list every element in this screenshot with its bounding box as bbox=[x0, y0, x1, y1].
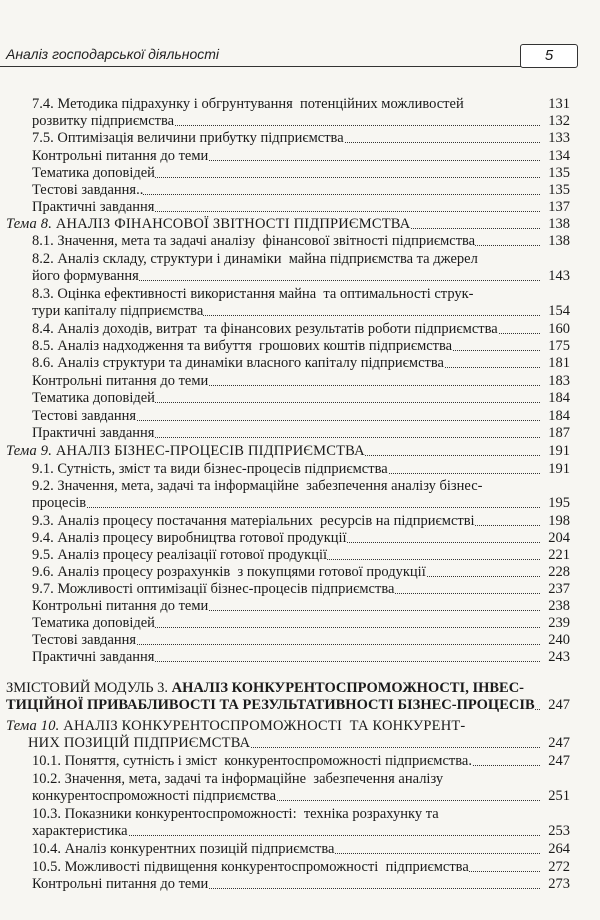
entry-title: 10.4. Аналіз конкурентних позицій підприємства bbox=[32, 841, 335, 857]
entry-title: АНАЛІЗ КОНКУРЕНТОСПРОМОЖНОСТІ, ІНВЕС- bbox=[168, 680, 525, 696]
entry-title: ТИЦІЙНОЇ ПРИВАБЛИВОСТІ ТА РЕЗУЛЬТАТИВНОСТІ БІЗНЕС-ПРОЦЕСІВ bbox=[6, 697, 535, 713]
header-rule bbox=[0, 66, 526, 67]
entry-title: 9.2. Значення, мета, задачі та інформаційне забезпечення аналізу бізнес- bbox=[32, 478, 483, 494]
page-number: 133 bbox=[548, 130, 570, 146]
page-number: 143 bbox=[548, 268, 570, 284]
page-number: 247 bbox=[548, 753, 570, 769]
page-number: 187 bbox=[548, 425, 570, 441]
entry-title: 8.4. Аналіз доходів, витрат та фінансових результатів роботи підприємства bbox=[32, 321, 498, 337]
entry-title: Контрольні питання до теми bbox=[32, 373, 209, 389]
page-number: 184 bbox=[548, 408, 570, 424]
entry-title: Тестові завдання.. bbox=[32, 182, 144, 198]
page-number: 251 bbox=[548, 788, 570, 804]
entry-title: 10.2. Значення, мета, задачі та інформаційне забезпечення аналізу bbox=[32, 771, 444, 787]
running-header bbox=[0, 44, 600, 68]
page-number: 132 bbox=[548, 113, 570, 129]
entry-title: 8.1. Значення, мета та задачі аналізу фінансової звітності підприємства bbox=[32, 233, 476, 249]
entry-title: характеристика bbox=[32, 823, 128, 839]
book-title: Аналіз господарської діяльності bbox=[6, 46, 220, 62]
entry-title: Тематика доповідей bbox=[32, 165, 155, 181]
entry-title: 10.3. Показники конкурентоспроможності: техніка розрахунку та bbox=[32, 806, 439, 822]
entry-title: АНАЛІЗ ФІНАНСОВОЇ ЗВІТНОСТІ ПІДПРИЄМСТВА bbox=[52, 216, 411, 232]
entry-title: АНАЛІЗ БІЗНЕС-ПРОЦЕСІВ ПІДПРИЄМСТВА bbox=[52, 443, 365, 459]
page-number: 228 bbox=[548, 564, 570, 580]
entry-title: розвитку підприємства bbox=[32, 113, 175, 129]
page-number: 181 bbox=[548, 355, 570, 371]
entry-title: 7.4. Методика підрахунку і обгрунтування потенційних можливостей bbox=[32, 96, 464, 112]
entry-title: конкурентоспроможності підприємства bbox=[32, 788, 277, 804]
entry-title: 9.6. Аналіз процесу розрахунків з покупцями готової продукції bbox=[32, 564, 426, 580]
entry-title: 9.7. Можливості оптимізації бізнес-процесів підприємства bbox=[32, 581, 395, 597]
dot-leader bbox=[32, 507, 540, 508]
entry-title: 9.3. Аналіз процесу постачання матеріальних ресурсів на підприємстві bbox=[32, 513, 475, 529]
page-number: 247 bbox=[548, 697, 570, 713]
entry-title: Практичні завдання bbox=[32, 649, 155, 665]
page-number: 198 bbox=[548, 513, 570, 529]
page-number: 184 bbox=[548, 390, 570, 406]
entry-title: 8.6. Аналіз структури та динаміки власного капіталу підприємства bbox=[32, 355, 444, 371]
entry-title: Тестові завдання bbox=[32, 632, 137, 648]
page-number: 191 bbox=[548, 443, 570, 459]
entry-title: Практичні завдання bbox=[32, 199, 155, 215]
page-number: 195 bbox=[548, 495, 570, 511]
page-number: 221 bbox=[548, 547, 570, 563]
page-number: 160 bbox=[548, 321, 570, 337]
page-number: 175 bbox=[548, 338, 570, 354]
theme-prefix: Тема 9. bbox=[6, 443, 53, 459]
entry-title: 8.5. Аналіз надходження та вибуття грошових коштів підприємства bbox=[32, 338, 453, 354]
entry-title: НИХ ПОЗИЦІЙ ПІДПРИЄМСТВА bbox=[28, 735, 251, 751]
page-number: 238 bbox=[548, 598, 570, 614]
entry-title: 8.3. Оцінка ефективності використання майна та оптимальності струк- bbox=[32, 286, 474, 302]
page-number: 247 bbox=[548, 735, 570, 751]
entry-title: Тематика доповідей bbox=[32, 615, 155, 631]
entry-title: 9.1. Сутність, зміст та види бізнес-процесів підприємства bbox=[32, 461, 388, 477]
page-number-box: 5 bbox=[520, 44, 578, 68]
page-number: 154 bbox=[548, 303, 570, 319]
page-number: 135 bbox=[548, 182, 570, 198]
page-number: 135 bbox=[548, 165, 570, 181]
theme-prefix: Тема 10. bbox=[6, 718, 60, 734]
entry-title: Контрольні питання до теми bbox=[32, 148, 209, 164]
page-number: 138 bbox=[548, 216, 570, 232]
entry-title: процесів bbox=[32, 495, 87, 511]
entry-title: АНАЛІЗ КОНКУРЕНТОСПРОМОЖНОСТІ ТА КОНКУРЕНТ- bbox=[59, 718, 466, 734]
entry-title: 9.4. Аналіз процесу виробництва готової продукції bbox=[32, 530, 347, 546]
page-number: 134 bbox=[548, 148, 570, 164]
page-number: 138 bbox=[548, 233, 570, 249]
page-number: 183 bbox=[548, 373, 570, 389]
page-number: 273 bbox=[548, 876, 570, 892]
module-prefix: ЗМІСТОВИЙ МОДУЛЬ 3. bbox=[6, 680, 169, 696]
page-number: 240 bbox=[548, 632, 570, 648]
entry-title: 7.5. Оптимізація величини прибутку підприємства bbox=[32, 130, 344, 146]
entry-title: його формування bbox=[32, 268, 139, 284]
page-number: 239 bbox=[548, 615, 570, 631]
page-number: 264 bbox=[548, 841, 570, 857]
entry-title: Практичні завдання bbox=[32, 425, 155, 441]
page-number: 243 bbox=[548, 649, 570, 665]
page-number: 131 bbox=[548, 96, 570, 112]
page-number: 272 bbox=[548, 859, 570, 875]
theme-prefix: Тема 8. bbox=[6, 216, 53, 232]
entry-title: тури капіталу підприємства bbox=[32, 303, 204, 319]
page-number: 237 bbox=[548, 581, 570, 597]
page-number: 137 bbox=[548, 199, 570, 215]
entry-title: 10.5. Можливості підвищення конкурентоспроможності підприємства bbox=[32, 859, 469, 875]
entry-title: 8.2. Аналіз складу, структури і динаміки майна підприємства та джерел bbox=[32, 251, 478, 267]
entry-title: Тематика доповідей bbox=[32, 390, 155, 406]
page-number: 204 bbox=[548, 530, 570, 546]
entry-title: 9.5. Аналіз процесу реалізації готової продукції bbox=[32, 547, 328, 563]
entry-title: Контрольні питання до теми bbox=[32, 876, 209, 892]
entry-title: Контрольні питання до теми bbox=[32, 598, 209, 614]
entry-title: Тестові завдання bbox=[32, 408, 137, 424]
page-number: 253 bbox=[548, 823, 570, 839]
entry-title: 10.1. Поняття, сутність і зміст конкурентоспроможності підприємства. bbox=[32, 753, 472, 769]
page-number: 191 bbox=[548, 461, 570, 477]
